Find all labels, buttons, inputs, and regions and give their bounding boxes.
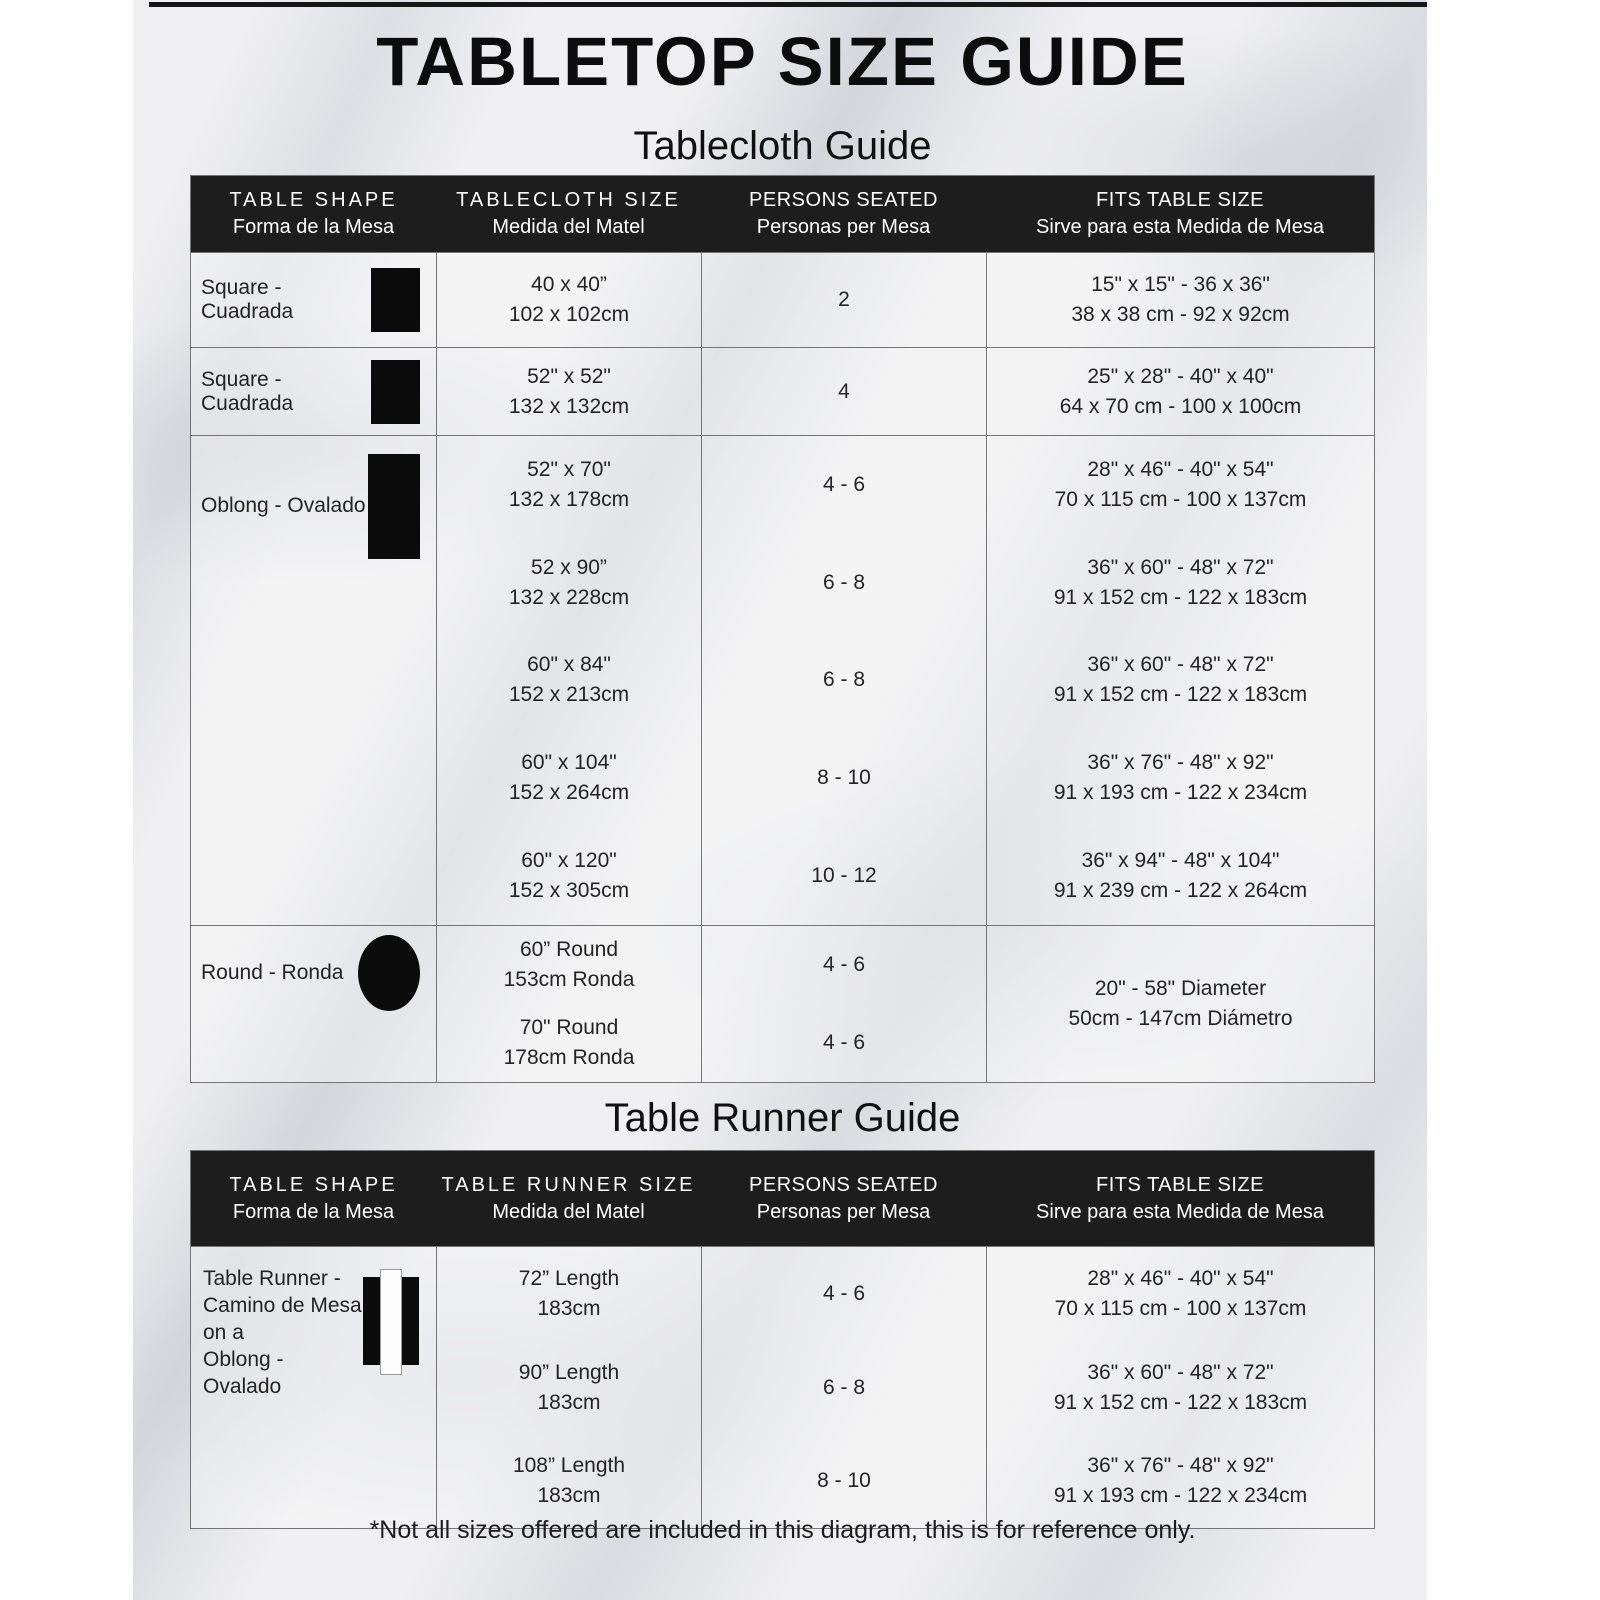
header-tablecloth-size: TABLECLOTH SIZE Medida del Matel: [456, 189, 681, 238]
table-runner-guide-heading: Table Runner Guide: [604, 1096, 961, 1140]
header-table-shape: TABLE SHAPE Forma de la Mesa: [229, 189, 398, 238]
persons-cell: 4 - 6 6 - 8 8 - 10: [701, 1247, 986, 1528]
shape-cell: [191, 1247, 436, 1528]
shape-cell: [191, 436, 436, 925]
shape-cell: [191, 348, 436, 435]
shape-cell: [191, 253, 436, 347]
persons-cell: 4 - 6 6 - 8 6 - 8 8 - 10 10 - 12: [701, 436, 986, 925]
shape-label: Table Runner - Camino de Mesa on a Oblong - Ovalado: [203, 1267, 362, 1398]
round-circle-icon: [358, 935, 420, 1011]
shape-label: Oblong - Ovalado: [201, 494, 366, 517]
header-persons-seated: PERSONS SEATED Personas per Mesa: [749, 189, 938, 238]
persons-cell: 4: [701, 348, 986, 435]
table-row-group-runner: [191, 1246, 1374, 1528]
persons-cell: 4 - 6 4 - 6: [701, 926, 986, 1082]
tablecloth-guide-heading: Tablecloth Guide: [633, 124, 932, 168]
header-table-runner-size: TABLE RUNNER SIZE Medida del Matel: [441, 1173, 696, 1223]
shape-label: Square - Cuadrada: [201, 367, 294, 415]
tablecloth-header-row: [191, 176, 1374, 252]
square-icon: [371, 268, 420, 332]
table-runner-table: [190, 1150, 1375, 1529]
size-cell: 52" x 52" 132 x 132cm: [436, 348, 701, 435]
oblong-rectangle-icon: [368, 454, 420, 559]
table-row: [191, 252, 1374, 347]
table-runner-icon: [363, 1269, 420, 1391]
footnote: *Not all sizes offered are included in this diagram, this is for reference only.: [369, 1516, 1196, 1544]
tablecloth-table: [190, 175, 1375, 1083]
fits-cell: 28" x 46" - 40" x 54" 70 x 115 cm - 100 x 137cm 36" x 60" - 48" x 72" 91 x 152 cm - 122 x 183cm 36" x 60" - 48" x 72" 91 x 152 cm - 122 x 183cm 36" x 76" - 48" x 92" 91 x 193 cm - 122 x 234cm 36" x 94" - 48" x 104" 91 x 239 cm - 122 x 264cm: [986, 436, 1374, 925]
header-table-shape: TABLE SHAPE Forma de la Mesa: [229, 1173, 398, 1223]
header-persons-seated: PERSONS SEATED Personas per Mesa: [749, 1173, 938, 1223]
fits-cell: 25" x 28" - 40" x 40" 64 x 70 cm - 100 x 100cm: [986, 348, 1374, 435]
shape-label: Square - Cuadrada: [201, 276, 294, 323]
fits-cell: 28" x 46" - 40" x 54" 70 x 115 cm - 100 x 137cm 36" x 60" - 48" x 72" 91 x 152 cm - 122 x 183cm 36" x 76" - 48" x 92" 91 x 193 cm - 122 x 234cm: [986, 1247, 1374, 1528]
document-top-edge: [149, 2, 1427, 7]
header-fits-table-size: FITS TABLE SIZE Sirve para esta Medida de Mesa: [1036, 1173, 1324, 1223]
size-cell: 52" x 70" 132 x 178cm 52 x 90” 132 x 228cm 60" x 84" 152 x 213cm 60" x 104" 152 x 264cm 60" x 120" 152 x 305cm: [436, 436, 701, 925]
shape-label: Round - Ronda: [201, 961, 344, 984]
size-cell: 72” Length 183cm 90” Length 183cm 108” Length 183cm: [436, 1247, 701, 1528]
square-icon: [371, 360, 420, 424]
header-fits-table-size: FITS TABLE SIZE Sirve para esta Medida de Mesa: [1036, 189, 1324, 238]
size-cell: 60” Round 153cm Ronda 70" Round 178cm Ronda: [436, 926, 701, 1082]
fits-cell-merged: 20" - 58" Diameter 50cm - 147cm Diámetro: [986, 926, 1374, 1082]
persons-cell: 2: [701, 253, 986, 347]
page-title: TABLETOP SIZE GUIDE: [376, 23, 1189, 100]
size-guide-document: [133, 0, 1427, 1600]
fits-cell: 15" x 15" - 36 x 36" 38 x 38 cm - 92 x 92cm: [986, 253, 1374, 347]
table-row-group-round: [191, 925, 1374, 1082]
size-cell: 40 x 40” 102 x 102cm: [436, 253, 701, 347]
table-row: [191, 347, 1374, 435]
runner-header-row: [191, 1151, 1374, 1246]
table-row-group-oblong: [191, 435, 1374, 925]
shape-cell: [191, 926, 436, 1082]
